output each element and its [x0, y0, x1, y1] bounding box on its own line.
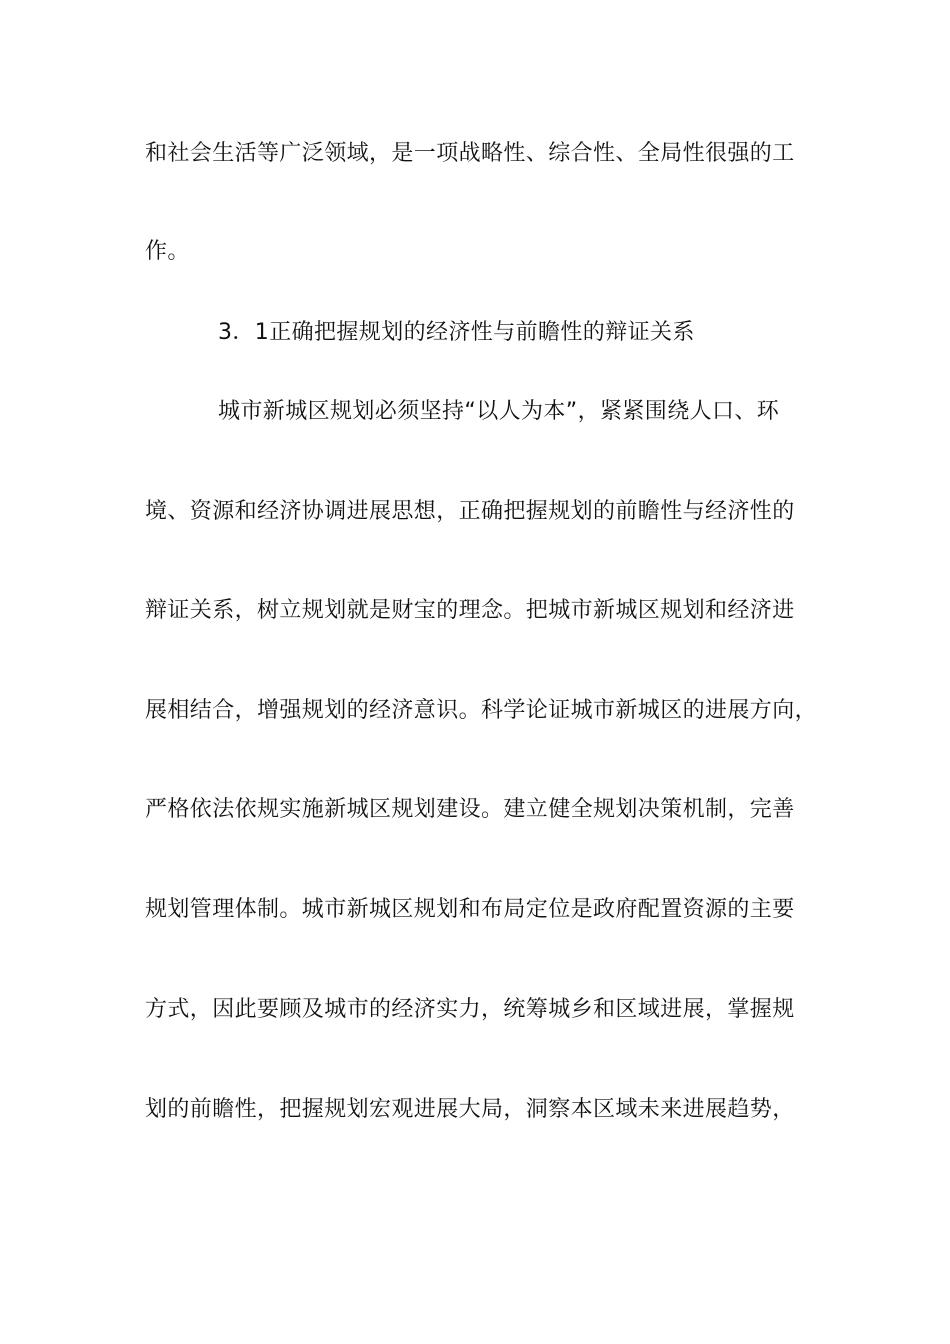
paragraph-line: 和社会生活等广泛领域，是一项战略性、综合性、全局性很强的工: [145, 141, 795, 166]
paragraph-line: 严格依法依规实施新城区规划建设。建立健全规划决策机制，完善: [145, 797, 795, 822]
paragraph-line: 作。: [145, 239, 190, 264]
paragraph-line: 划的前瞻性，把握规划宏观进展大局，洞察本区域未来进展趋势，: [145, 1097, 795, 1122]
paragraph-line: 展相结合，增强规划的经济意识。科学论证城市新城区的进展方向，: [145, 698, 818, 723]
paragraph-line: 辩证关系，树立规划就是财宝的理念。把城市新城区规划和经济进: [145, 598, 795, 623]
paragraph-line: 城市新城区规划必须坚持“以人为本”，紧紧围绕人口、环: [218, 399, 780, 424]
section-heading: 3．1正确把握规划的经济性与前瞻性的辩证关系: [218, 320, 695, 345]
paragraph-line: 规划管理体制。城市新城区规划和布局定位是政府配置资源的主要: [145, 897, 795, 922]
paragraph-line: 境、资源和经济协调进展思想，正确把握规划的前瞻性与经济性的: [145, 499, 795, 524]
paragraph-line: 方式，因此要顾及城市的经济实力，统筹城乡和区域进展，掌握规: [145, 997, 795, 1022]
